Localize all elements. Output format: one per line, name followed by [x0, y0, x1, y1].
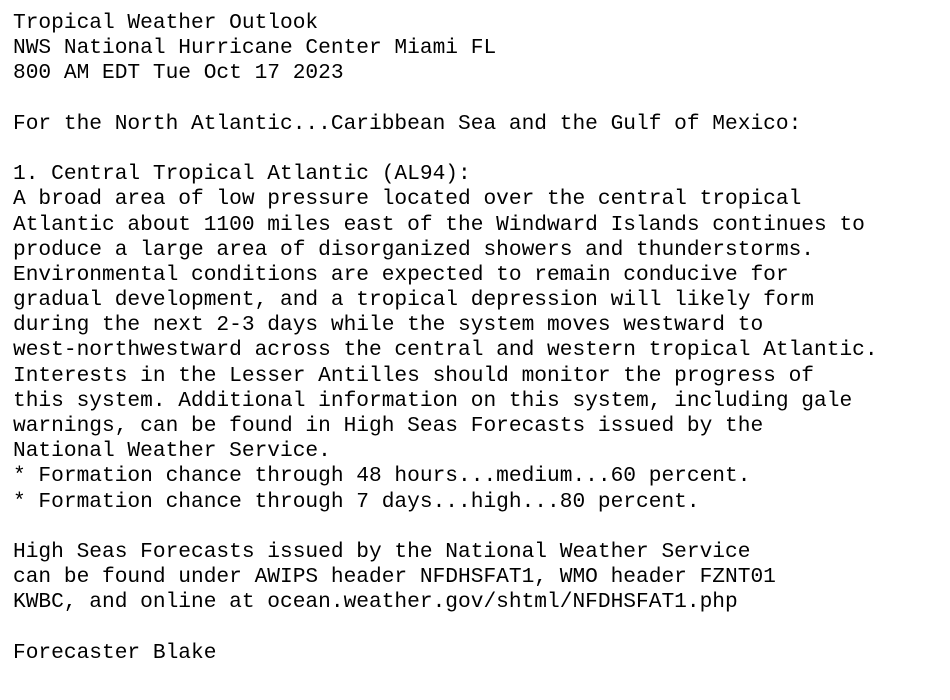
discussion-line: warnings, can be found in High Seas Forecasts issued by the [13, 414, 764, 438]
discussion-line: National Weather Service. [13, 439, 331, 464]
discussion-line: during the next 2-3 days while the system moves westward to [13, 313, 764, 338]
region-statement: For the North Atlantic...Caribbean Sea and the Gulf of Mexico: [13, 111, 802, 136]
high-seas-line: KWBC, and online at ocean.weather.gov/shtml/NFDHSFAT1.php [13, 590, 738, 615]
issue-time: 800 AM EDT Tue Oct 17 2023 [13, 61, 344, 86]
system-heading: 1. Central Tropical Atlantic (AL94): [13, 162, 471, 187]
formation-chance-48h: * Formation chance through 48 hours...medium...60 percent. [13, 464, 751, 489]
discussion-line: Atlantic about 1100 miles east of the Windward Islands continues to [13, 212, 865, 237]
discussion-line: this system. Additional information on this system, including gale [13, 388, 853, 413]
discussion-line: produce a large area of disorganized showers and thunderstorms. [13, 237, 815, 262]
spacer [13, 137, 950, 162]
formation-chance-7d: * Formation chance through 7 days...high...80 percent. [13, 489, 700, 514]
forecaster-signoff: Forecaster Blake [13, 640, 217, 665]
spacer [13, 515, 950, 540]
discussion-line: west-northwestward across the central and western tropical Atlantic. [13, 338, 878, 363]
spacer [13, 616, 950, 641]
discussion-line: A broad area of low pressure located over the central tropical [13, 187, 802, 212]
issuing-office: NWS National Hurricane Center Miami FL [13, 36, 497, 61]
high-seas-line: High Seas Forecasts issued by the National Weather Service [13, 539, 751, 564]
discussion-line: gradual development, and a tropical depression will likely form [13, 288, 815, 313]
discussion-line: Environmental conditions are expected to remain conducive for [13, 262, 789, 287]
spacer [13, 87, 950, 112]
discussion-line: Interests in the Lesser Antilles should monitor the progress of [13, 363, 815, 388]
outlook-title: Tropical Weather Outlook [13, 11, 319, 35]
high-seas-line: can be found under AWIPS header NFDHSFAT1, WMO header FZNT01 [13, 565, 776, 590]
